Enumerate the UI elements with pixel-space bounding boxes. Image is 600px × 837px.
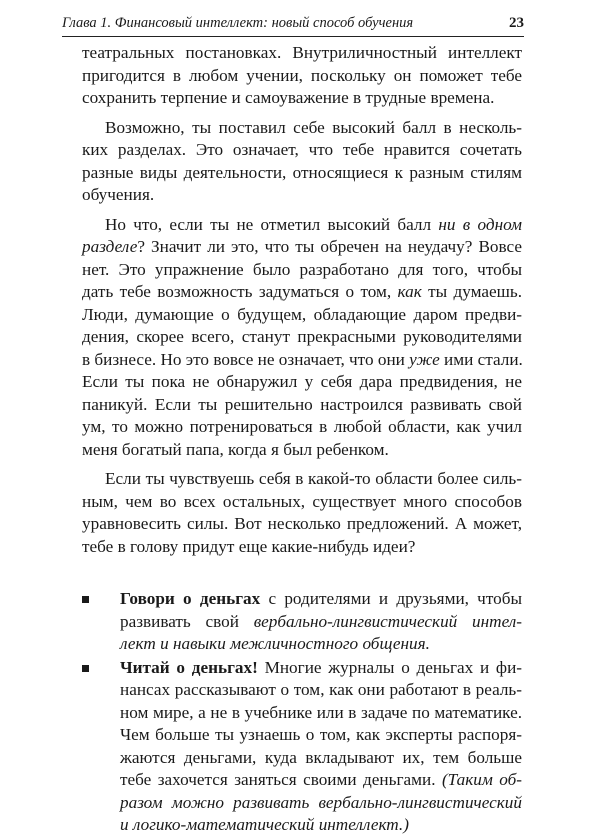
text-run: развивать свой — [120, 611, 254, 631]
text-line — [120, 814, 522, 837]
square-bullet-icon — [82, 665, 89, 672]
chapter-title: Глава 1. Финансовый интеллект: новый способ обучения — [62, 15, 414, 31]
text-line: ких разделах. Это означает, что тебе нравится сочетать — [82, 140, 522, 159]
text-run: с родителями и друзьями, чтобы — [260, 589, 522, 608]
text-line: сохранить терпение и самоуважение в трудные времена. — [82, 88, 495, 107]
text-line — [82, 349, 522, 372]
running-header — [62, 14, 524, 32]
text-line: Если ты чувствуешь себя в какой-то области более силь- — [105, 469, 522, 488]
emphasis: уже — [409, 349, 440, 369]
text-run: ты думаешь. — [421, 282, 522, 301]
bold-lead: Читай о деньгах! — [120, 657, 258, 677]
text-line: жаются деньгами, куда вкладывают их, тем больше — [120, 747, 522, 767]
text-run: дать тебе возможность задуматься о том, — [82, 282, 398, 301]
emphasis: и логико-математический интеллект.) — [120, 815, 409, 834]
text-run: Но что, если ты не отметил высокий балл — [105, 214, 439, 234]
text-line: паникуй. Если ты решительно настроился развивать свой — [82, 394, 522, 414]
text-line: нансах рассказывают о том, как они работают в реаль- — [120, 680, 522, 699]
text-run: тебе захочется заняться своими деньгами. — [120, 770, 442, 789]
bold-lead: Говори о деньгах — [120, 589, 261, 608]
text-line — [82, 214, 522, 237]
text-line: театральных постановках. Внутриличностный интеллект — [82, 43, 522, 62]
text-run: ? Значит ли это, что ты обречен на неудачу? Вовсе — [137, 237, 522, 256]
paragraph-2 — [82, 117, 522, 207]
text-run: в бизнесе. Но это вовсе не означает, что они — [82, 349, 410, 369]
bullet-item — [82, 657, 522, 837]
paragraph-3 — [82, 214, 522, 462]
emphasis: лект и навыки межличностного общения. — [120, 634, 430, 653]
emphasis: ни в одном — [438, 214, 523, 234]
text-run: Многие журналы о деньгах и фи- — [257, 657, 522, 677]
text-line: Чем больше ты узнаешь о том, как эксперты распоря- — [120, 725, 522, 744]
text-line: ным, чем во всех остальных, существует много способов — [82, 491, 522, 511]
text-line — [120, 633, 522, 656]
emphasis: как — [397, 282, 422, 301]
text-line: ум, то можно потренироваться в любой области, как учил — [82, 417, 522, 436]
text-line: разные виды деятельности, относящиеся к разным стилям — [82, 162, 522, 182]
emphasis: (Таким об- — [441, 770, 522, 789]
bullet-item — [82, 588, 522, 656]
emphasis: вербально-лингвистический интел- — [253, 611, 522, 631]
square-bullet-icon — [82, 596, 89, 603]
text-line: пригодится в любом учении, поскольку он поможет тебе — [82, 65, 522, 85]
text-line — [120, 657, 522, 680]
text-line — [120, 792, 522, 815]
paragraph-4 — [82, 468, 522, 558]
text-line: обучения. — [82, 185, 155, 204]
text-line: тебе в голову придут еще какие-нибудь идеи? — [82, 536, 416, 556]
text-line: Люди, думающие о будущем, обладающие даром предви- — [82, 304, 522, 324]
text-line — [120, 611, 522, 634]
emphasis: разделе — [82, 237, 138, 256]
text-line: меня богатый папа, когда я был ребенком. — [82, 439, 389, 459]
text-line: Возможно, ты поставил себе высокий балл в несколь- — [105, 117, 522, 137]
body-text — [82, 42, 522, 837]
text-line — [82, 236, 522, 259]
text-line — [120, 769, 522, 792]
text-line: уравновесить силы. Вот несколько предложений. А может, — [82, 514, 522, 533]
header-rule — [62, 36, 524, 37]
text-line: нет. Это упражнение было разработано для того, чтобы — [82, 259, 522, 279]
text-line — [82, 281, 522, 304]
paragraph-1 — [82, 42, 522, 110]
bullet-list — [82, 588, 522, 837]
text-line: Если ты пока не обнаружил у себя дара предвидения, не — [82, 372, 522, 391]
emphasis: разом можно развивать вербально-лингвистический — [120, 792, 522, 812]
text-run: ими стали. — [439, 349, 523, 369]
text-line: ном мире, а не в учебнике или в задаче по математике. — [120, 702, 522, 722]
page-number: 23 — [509, 15, 524, 31]
text-line — [120, 588, 522, 611]
text-line: дения, скорее всего, станут прекрасными руководителями — [82, 327, 522, 346]
